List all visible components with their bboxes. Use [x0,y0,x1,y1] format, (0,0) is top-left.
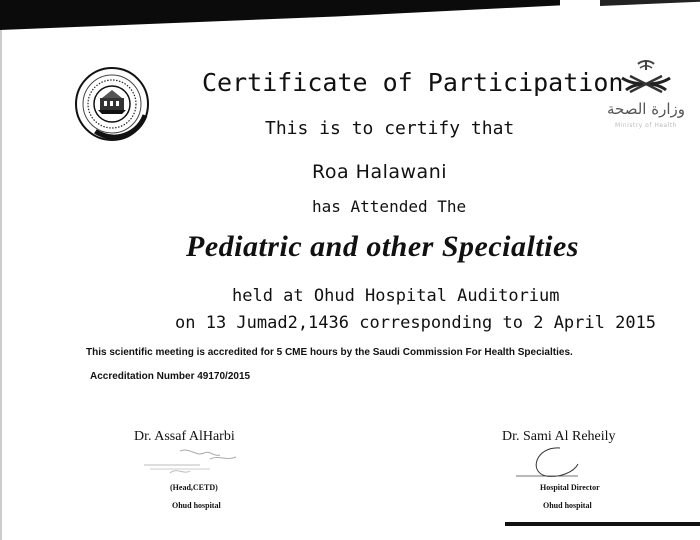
signatory-left-role: (Head,CETD) [170,483,218,492]
ministry-logo-subtext: Ministry of Health [614,122,678,129]
participant-name: Roa Halawani [312,161,448,183]
signatory-right-name: Dr. Sami Al Reheily [502,429,616,444]
signatory-left-organization: Ohud hospital [172,501,221,510]
venue-line: held at Ohud Hospital Auditorium [232,286,560,306]
scan-artifact-top [0,0,560,30]
course-title: Pediatric and other Specialties [186,230,579,263]
certificate-title: Certificate of Participation [202,68,624,97]
date-line: on 13 Jumad2,1436 corresponding to 2 April 2015 [175,313,657,333]
scan-artifact-bottom [505,522,700,526]
certify-line: This is to certify that [265,118,515,139]
signatory-left-name: Dr. Assaf AlHarbi [134,429,235,444]
scan-artifact-left [0,30,2,540]
signatory-right-organization: Ohud hospital [543,501,592,510]
accreditation-statement: This scientific meeting is accredited for 5 CME hours by the Saudi Commission For Health Specialties. [86,347,573,358]
hospital-seal-icon [74,66,150,142]
ministry-logo-arabic-text: وزارة الصحة [607,100,685,118]
scan-artifact-top-right [600,0,700,6]
signature-left-scrawl-icon [140,443,250,479]
attended-line: has Attended The [312,197,467,216]
signatory-right-role: Hospital Director [540,483,600,492]
signature-right-scrawl-icon [516,442,586,482]
accreditation-number: Accreditation Number 49170/2015 [90,371,251,382]
